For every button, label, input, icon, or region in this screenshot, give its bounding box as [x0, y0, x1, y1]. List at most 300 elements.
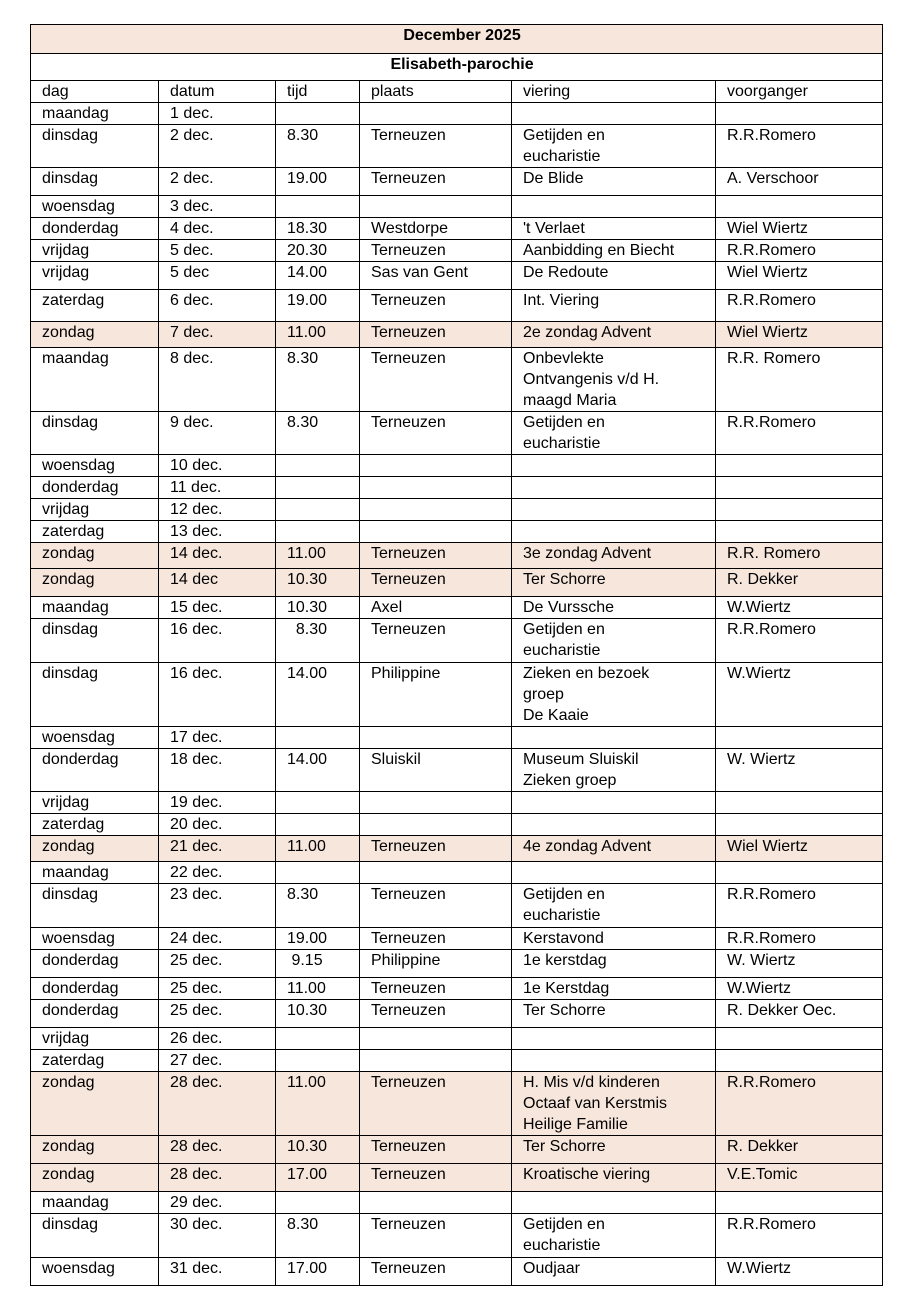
- cell-datum: 22 dec.: [159, 862, 276, 884]
- table-row: [31, 1258, 883, 1286]
- cell-voorganger: W. Wiertz: [716, 950, 883, 978]
- cell-viering: [512, 1136, 716, 1164]
- cell-dag: zondag: [31, 569, 159, 597]
- cell-tijd: 8.30: [276, 348, 360, 412]
- cell-dag: dinsdag: [31, 1214, 159, 1258]
- table-row: [31, 168, 883, 196]
- table-row: [31, 477, 883, 499]
- cell-viering: [512, 569, 716, 597]
- cell-tijd: 11.00: [276, 836, 360, 862]
- table-row: [31, 1028, 883, 1050]
- cell-tijd: [276, 792, 360, 814]
- table-row: [31, 619, 883, 663]
- viering-line: De Blide: [523, 170, 584, 187]
- cell-dag: dinsdag: [31, 619, 159, 663]
- cell-viering: [512, 455, 716, 477]
- cell-dag: dinsdag: [31, 663, 159, 727]
- cell-datum: 13 dec.: [159, 521, 276, 543]
- cell-tijd: [276, 499, 360, 521]
- cell-viering: [512, 196, 716, 218]
- cell-dag: donderdag: [31, 1000, 159, 1028]
- cell-datum: 9 dec.: [159, 412, 276, 455]
- cell-tijd: 9.15: [276, 950, 360, 978]
- cell-voorganger: [716, 103, 883, 125]
- cell-viering: [512, 1050, 716, 1072]
- cell-plaats: Philippine: [360, 663, 512, 727]
- cell-viering: [512, 862, 716, 884]
- cell-plaats: Terneuzen: [360, 1164, 512, 1192]
- table-row: [31, 499, 883, 521]
- viering-line: eucharistie: [523, 148, 601, 165]
- column-header-row: [31, 81, 883, 103]
- cell-voorganger: R.R.Romero: [716, 619, 883, 663]
- cell-plaats: Terneuzen: [360, 1136, 512, 1164]
- cell-viering: [512, 950, 716, 978]
- cell-datum: 28 dec.: [159, 1164, 276, 1192]
- cell-viering: [512, 749, 716, 792]
- cell-plaats: Westdorpe: [360, 218, 512, 240]
- cell-viering: [512, 814, 716, 836]
- cell-plaats: Sas van Gent: [360, 262, 512, 290]
- table-row: [31, 792, 883, 814]
- cell-tijd: 14.00: [276, 749, 360, 792]
- cell-tijd: [276, 1192, 360, 1214]
- cell-voorganger: [716, 499, 883, 521]
- cell-datum: 2 dec.: [159, 168, 276, 196]
- cell-voorganger: [716, 1028, 883, 1050]
- viering-line: Heilige Familie: [523, 1116, 628, 1133]
- cell-tijd: [276, 1050, 360, 1072]
- viering-line: 't Verlaet: [523, 220, 585, 237]
- cell-dag: donderdag: [31, 218, 159, 240]
- cell-dag: maandag: [31, 1192, 159, 1214]
- cell-tijd: 10.30: [276, 1136, 360, 1164]
- table-row: [31, 1050, 883, 1072]
- cell-viering: [512, 792, 716, 814]
- cell-datum: 16 dec.: [159, 663, 276, 727]
- cell-voorganger: [716, 862, 883, 884]
- cell-voorganger: R.R.Romero: [716, 884, 883, 928]
- cell-viering: [512, 1164, 716, 1192]
- table-row: [31, 240, 883, 262]
- cell-dag: dinsdag: [31, 884, 159, 928]
- viering-line: Kerstavond: [523, 930, 604, 947]
- cell-dag: maandag: [31, 597, 159, 619]
- cell-plaats: Terneuzen: [360, 168, 512, 196]
- cell-viering: [512, 499, 716, 521]
- cell-datum: 7 dec.: [159, 322, 276, 348]
- viering-line: eucharistie: [523, 642, 601, 659]
- cell-tijd: 11.00: [276, 978, 360, 1000]
- cell-datum: 15 dec.: [159, 597, 276, 619]
- cell-viering: [512, 103, 716, 125]
- table-row: [31, 322, 883, 348]
- cell-datum: 30 dec.: [159, 1214, 276, 1258]
- viering-line: Ter Schorre: [523, 1138, 606, 1155]
- cell-tijd: [276, 521, 360, 543]
- viering-line: 4e zondag Advent: [523, 838, 652, 855]
- viering-line: Getijden en: [523, 621, 605, 638]
- cell-viering: [512, 477, 716, 499]
- cell-datum: 4 dec.: [159, 218, 276, 240]
- cell-viering: [512, 262, 716, 290]
- cell-viering: [512, 125, 716, 168]
- table-row: [31, 836, 883, 862]
- cell-plaats: Terneuzen: [360, 619, 512, 663]
- cell-voorganger: R. Dekker Oec.: [716, 1000, 883, 1028]
- cell-tijd: 19.00: [276, 168, 360, 196]
- cell-tijd: 17.00: [276, 1164, 360, 1192]
- cell-dag: donderdag: [31, 950, 159, 978]
- parish-name: Elisabeth-parochie: [31, 54, 883, 81]
- cell-dag: woensdag: [31, 727, 159, 749]
- cell-viering: [512, 168, 716, 196]
- cell-dag: maandag: [31, 348, 159, 412]
- cell-voorganger: A. Verschoor: [716, 168, 883, 196]
- cell-dag: vrijdag: [31, 240, 159, 262]
- cell-dag: dinsdag: [31, 125, 159, 168]
- cell-viering: [512, 348, 716, 412]
- viering-line: Kroatische viering: [523, 1166, 651, 1183]
- cell-viering: [512, 1028, 716, 1050]
- cell-plaats: Terneuzen: [360, 836, 512, 862]
- cell-voorganger: R. Dekker: [716, 1136, 883, 1164]
- cell-datum: 25 dec.: [159, 1000, 276, 1028]
- cell-viering: [512, 218, 716, 240]
- cell-plaats: Terneuzen: [360, 322, 512, 348]
- cell-plaats: [360, 1192, 512, 1214]
- cell-datum: 14 dec.: [159, 543, 276, 569]
- cell-dag: vrijdag: [31, 499, 159, 521]
- cell-plaats: [360, 1050, 512, 1072]
- cell-voorganger: [716, 814, 883, 836]
- table-row: [31, 727, 883, 749]
- viering-line: Int. Viering: [523, 292, 600, 309]
- table-row: [31, 1214, 883, 1258]
- table-row: [31, 597, 883, 619]
- cell-dag: maandag: [31, 103, 159, 125]
- cell-tijd: 8.30: [276, 884, 360, 928]
- table-row: [31, 1164, 883, 1192]
- cell-voorganger: Wiel Wiertz: [716, 218, 883, 240]
- cell-tijd: 18.30: [276, 218, 360, 240]
- cell-dag: zondag: [31, 1164, 159, 1192]
- cell-dag: vrijdag: [31, 262, 159, 290]
- header-dag: dag: [31, 81, 159, 103]
- viering-line: eucharistie: [523, 435, 601, 452]
- cell-datum: 27 dec.: [159, 1050, 276, 1072]
- cell-datum: 5 dec.: [159, 240, 276, 262]
- cell-tijd: [276, 455, 360, 477]
- table-row: [31, 663, 883, 727]
- cell-voorganger: R.R.Romero: [716, 1214, 883, 1258]
- table-row: [31, 290, 883, 322]
- cell-voorganger: [716, 1192, 883, 1214]
- table-row: [31, 543, 883, 569]
- table-row: [31, 950, 883, 978]
- table-row: [31, 1000, 883, 1028]
- table-row: [31, 412, 883, 455]
- cell-voorganger: Wiel Wiertz: [716, 322, 883, 348]
- page-title: December 2025: [31, 25, 883, 54]
- cell-plaats: [360, 792, 512, 814]
- viering-line: 1e Kerstdag: [523, 980, 610, 997]
- header-tijd: tijd: [276, 81, 360, 103]
- title-row: [31, 25, 883, 54]
- table-row: [31, 1192, 883, 1214]
- cell-tijd: [276, 103, 360, 125]
- viering-line: Museum Sluiskil: [523, 751, 639, 768]
- cell-datum: 21 dec.: [159, 836, 276, 862]
- cell-datum: 26 dec.: [159, 1028, 276, 1050]
- cell-plaats: Terneuzen: [360, 125, 512, 168]
- cell-tijd: [276, 1028, 360, 1050]
- table-row: [31, 928, 883, 950]
- cell-tijd: [276, 727, 360, 749]
- cell-plaats: Terneuzen: [360, 884, 512, 928]
- cell-dag: zondag: [31, 1136, 159, 1164]
- cell-tijd: 8.30: [276, 125, 360, 168]
- cell-tijd: 8.30: [276, 1214, 360, 1258]
- viering-line: Getijden en: [523, 127, 605, 144]
- cell-voorganger: R. Dekker: [716, 569, 883, 597]
- cell-voorganger: [716, 1050, 883, 1072]
- cell-tijd: 11.00: [276, 1072, 360, 1136]
- cell-dag: zondag: [31, 836, 159, 862]
- cell-plaats: [360, 103, 512, 125]
- cell-plaats: [360, 727, 512, 749]
- cell-tijd: 11.00: [276, 543, 360, 569]
- cell-datum: 23 dec.: [159, 884, 276, 928]
- viering-line: Getijden en: [523, 886, 605, 903]
- cell-datum: 10 dec.: [159, 455, 276, 477]
- cell-datum: 8 dec.: [159, 348, 276, 412]
- cell-tijd: 10.30: [276, 569, 360, 597]
- viering-line: Onbevlekte: [523, 350, 604, 367]
- cell-tijd: 20.30: [276, 240, 360, 262]
- viering-line: Getijden en: [523, 1216, 605, 1233]
- cell-datum: 1 dec.: [159, 103, 276, 125]
- cell-datum: 28 dec.: [159, 1136, 276, 1164]
- viering-line: eucharistie: [523, 907, 601, 924]
- cell-datum: 25 dec.: [159, 950, 276, 978]
- cell-dag: zondag: [31, 1072, 159, 1136]
- cell-dag: zondag: [31, 322, 159, 348]
- cell-datum: 31 dec.: [159, 1258, 276, 1286]
- header-plaats: plaats: [360, 81, 512, 103]
- cell-voorganger: R.R.Romero: [716, 290, 883, 322]
- cell-tijd: 19.00: [276, 928, 360, 950]
- viering-line: De Kaaie: [523, 707, 589, 724]
- table-row: [31, 218, 883, 240]
- cell-plaats: Terneuzen: [360, 348, 512, 412]
- cell-voorganger: R.R.Romero: [716, 412, 883, 455]
- cell-datum: 3 dec.: [159, 196, 276, 218]
- cell-viering: [512, 543, 716, 569]
- cell-viering: [512, 290, 716, 322]
- viering-line: maagd Maria: [523, 392, 617, 409]
- viering-line: Ontvangenis v/d H.: [523, 371, 660, 388]
- cell-datum: 6 dec.: [159, 290, 276, 322]
- table-row: [31, 521, 883, 543]
- cell-plaats: Terneuzen: [360, 978, 512, 1000]
- cell-tijd: 10.30: [276, 1000, 360, 1028]
- cell-datum: 29 dec.: [159, 1192, 276, 1214]
- cell-viering: [512, 240, 716, 262]
- cell-plaats: [360, 499, 512, 521]
- viering-line: 2e zondag Advent: [523, 324, 652, 341]
- cell-voorganger: Wiel Wiertz: [716, 262, 883, 290]
- cell-plaats: Terneuzen: [360, 290, 512, 322]
- table-row: [31, 884, 883, 928]
- cell-plaats: [360, 862, 512, 884]
- cell-datum: 17 dec.: [159, 727, 276, 749]
- cell-dag: vrijdag: [31, 1028, 159, 1050]
- cell-voorganger: R.R.Romero: [716, 1072, 883, 1136]
- cell-voorganger: W.Wiertz: [716, 597, 883, 619]
- cell-datum: 20 dec.: [159, 814, 276, 836]
- cell-tijd: 11.00: [276, 322, 360, 348]
- cell-plaats: Axel: [360, 597, 512, 619]
- viering-line: Ter Schorre: [523, 571, 606, 588]
- cell-voorganger: R.R.Romero: [716, 125, 883, 168]
- cell-viering: [512, 663, 716, 727]
- cell-viering: [512, 521, 716, 543]
- cell-voorganger: [716, 455, 883, 477]
- cell-plaats: Philippine: [360, 950, 512, 978]
- cell-viering: [512, 1000, 716, 1028]
- table-row: [31, 814, 883, 836]
- cell-voorganger: [716, 196, 883, 218]
- cell-tijd: [276, 477, 360, 499]
- cell-voorganger: W.Wiertz: [716, 1258, 883, 1286]
- cell-dag: donderdag: [31, 978, 159, 1000]
- viering-line: Ter Schorre: [523, 1002, 606, 1019]
- table-row: [31, 348, 883, 412]
- cell-viering: [512, 1214, 716, 1258]
- subtitle-row: [31, 54, 883, 81]
- cell-dag: zaterdag: [31, 290, 159, 322]
- cell-datum: 19 dec.: [159, 792, 276, 814]
- cell-voorganger: R.R.Romero: [716, 928, 883, 950]
- cell-plaats: Terneuzen: [360, 543, 512, 569]
- cell-dag: vrijdag: [31, 792, 159, 814]
- cell-viering: [512, 322, 716, 348]
- schedule-table: [30, 24, 883, 1286]
- cell-dag: woensdag: [31, 1258, 159, 1286]
- cell-datum: 2 dec.: [159, 125, 276, 168]
- cell-dag: zaterdag: [31, 521, 159, 543]
- cell-viering: [512, 884, 716, 928]
- cell-voorganger: V.E.Tomic: [716, 1164, 883, 1192]
- cell-tijd: 17.00: [276, 1258, 360, 1286]
- cell-plaats: [360, 521, 512, 543]
- cell-datum: 16 dec.: [159, 619, 276, 663]
- cell-voorganger: [716, 792, 883, 814]
- schedule-body: [31, 25, 883, 1286]
- cell-plaats: Terneuzen: [360, 1072, 512, 1136]
- cell-plaats: Terneuzen: [360, 240, 512, 262]
- viering-line: Octaaf van Kerstmis: [523, 1095, 668, 1112]
- cell-dag: dinsdag: [31, 412, 159, 455]
- viering-line: De Redoute: [523, 264, 609, 281]
- cell-tijd: 14.00: [276, 262, 360, 290]
- viering-line: eucharistie: [523, 1237, 601, 1254]
- cell-viering: [512, 978, 716, 1000]
- cell-dag: dinsdag: [31, 168, 159, 196]
- viering-line: groep: [523, 686, 564, 703]
- table-row: [31, 749, 883, 792]
- cell-plaats: [360, 1028, 512, 1050]
- table-row: [31, 978, 883, 1000]
- cell-datum: 11 dec.: [159, 477, 276, 499]
- cell-datum: 28 dec.: [159, 1072, 276, 1136]
- table-row: [31, 1072, 883, 1136]
- cell-voorganger: W.Wiertz: [716, 978, 883, 1000]
- cell-viering: [512, 1258, 716, 1286]
- cell-tijd: 19.00: [276, 290, 360, 322]
- cell-dag: maandag: [31, 862, 159, 884]
- table-row: [31, 262, 883, 290]
- viering-line: Aanbidding en Biecht: [523, 242, 675, 259]
- cell-plaats: Sluiskil: [360, 749, 512, 792]
- cell-voorganger: R.R. Romero: [716, 543, 883, 569]
- cell-plaats: Terneuzen: [360, 1258, 512, 1286]
- cell-voorganger: [716, 727, 883, 749]
- cell-voorganger: R.R. Romero: [716, 348, 883, 412]
- cell-dag: donderdag: [31, 477, 159, 499]
- cell-plaats: Terneuzen: [360, 569, 512, 597]
- cell-datum: 24 dec.: [159, 928, 276, 950]
- cell-tijd: [276, 814, 360, 836]
- cell-tijd: 14.00: [276, 663, 360, 727]
- cell-voorganger: W. Wiertz: [716, 749, 883, 792]
- cell-plaats: Terneuzen: [360, 928, 512, 950]
- table-row: [31, 125, 883, 168]
- viering-line: 3e zondag Advent: [523, 545, 652, 562]
- cell-voorganger: R.R.Romero: [716, 240, 883, 262]
- cell-voorganger: Wiel Wiertz: [716, 836, 883, 862]
- cell-viering: [512, 597, 716, 619]
- cell-tijd: 8.30: [276, 412, 360, 455]
- header-viering: viering: [512, 81, 716, 103]
- viering-line: Oudjaar: [523, 1260, 580, 1277]
- cell-voorganger: [716, 521, 883, 543]
- table-row: [31, 196, 883, 218]
- cell-plaats: [360, 814, 512, 836]
- cell-plaats: [360, 196, 512, 218]
- cell-dag: zaterdag: [31, 1050, 159, 1072]
- cell-datum: 12 dec.: [159, 499, 276, 521]
- cell-datum: 5 dec: [159, 262, 276, 290]
- cell-datum: 18 dec.: [159, 749, 276, 792]
- cell-viering: [512, 1072, 716, 1136]
- cell-dag: zaterdag: [31, 814, 159, 836]
- cell-viering: [512, 928, 716, 950]
- cell-tijd: [276, 196, 360, 218]
- cell-dag: woensdag: [31, 196, 159, 218]
- cell-dag: woensdag: [31, 455, 159, 477]
- cell-datum: 14 dec: [159, 569, 276, 597]
- table-row: [31, 103, 883, 125]
- cell-viering: [512, 619, 716, 663]
- cell-voorganger: W.Wiertz: [716, 663, 883, 727]
- cell-tijd: 10.30: [276, 597, 360, 619]
- cell-tijd: [276, 862, 360, 884]
- cell-dag: donderdag: [31, 749, 159, 792]
- cell-dag: woensdag: [31, 928, 159, 950]
- table-row: [31, 569, 883, 597]
